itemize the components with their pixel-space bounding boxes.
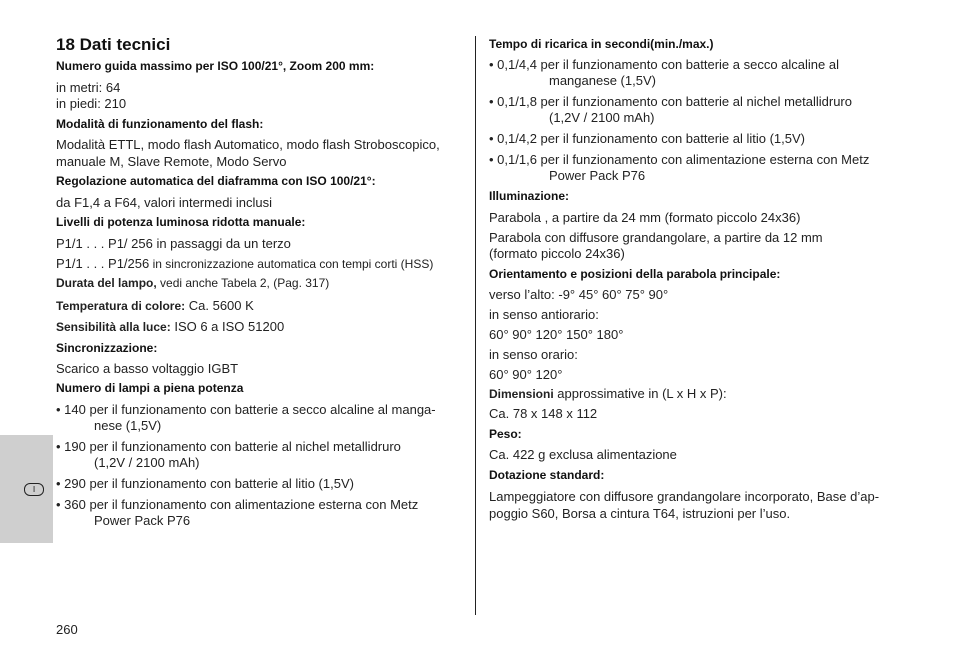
section-title: 18 Dati tecnici [56, 35, 171, 54]
color-temperature [56, 298, 254, 313]
modes-heading: Modalità di funzionamento del flash: [56, 117, 264, 131]
guide-number-heading: Numero guida massimo per ISO 100/21°, Zoom 200 mm: [56, 59, 375, 73]
aperture-heading: Regolazione automatica del diaframma con ISO 100/21°: [56, 174, 376, 188]
orientation-cw-label: in senso orario: [489, 347, 578, 362]
orientation-ccw-label: in senso antiorario: [489, 307, 599, 322]
list-item-continuation: Power Pack P76 [549, 168, 646, 183]
guide-number-piedi: in piedi: 210 [56, 96, 127, 111]
modes-line: Modalità ETTL, modo flash Automatico, modo flash Stroboscopico, [56, 137, 440, 152]
list-item-continuation: Power Pack P76 [94, 513, 191, 528]
modes-line: manuale M, Slave Remote, Modo Servo [56, 154, 287, 169]
flashes-heading: Numero di lampi a piena potenza [56, 381, 244, 395]
list-item: • 360 per il funzionamento con alimentazione esterna con Metz [56, 497, 419, 512]
light-sensitivity [56, 319, 284, 334]
list-item-continuation: nese (1,5V) [94, 418, 162, 433]
duration-text: vedi anche Tabela 2, (Pag. 317) [156, 276, 330, 290]
recharge-heading: Tempo di ricarica in secondi(min./max.) [489, 37, 714, 51]
weight-heading: Peso: [489, 427, 522, 441]
guide-number-metri: in metri: 64 [56, 80, 121, 95]
flash-duration [56, 276, 329, 290]
list-item-continuation: manganese (1,5V) [549, 73, 656, 88]
dimensions-label: Dimensioni [489, 387, 554, 401]
duration-label: Durata del lampo, [56, 276, 157, 290]
illumination-line: Parabola , a partire da 24 mm (formato piccolo 24x36) [489, 210, 801, 225]
aperture-text: da F1,4 a F64, valori intermedi inclusi [56, 195, 273, 210]
temperature-label: Temperatura di colore: [56, 299, 186, 313]
power-heading: Livelli di potenza luminosa ridotta manuale: [56, 215, 306, 229]
equipment-heading: Dotazione standard: [489, 468, 605, 482]
dimensions [489, 386, 727, 401]
orientation-up: verso l’alto: -9° 45° 60° 75° 90° [489, 287, 669, 302]
page-number: 260 [56, 622, 78, 637]
sync-text: Scarico a basso voltaggio IGBT [56, 361, 239, 376]
list-item: • 190 per il funzionamento con batterie al nichel metallidruro [56, 439, 401, 454]
sync-heading: Sincronizzazione: [56, 341, 158, 355]
sensitivity-label: Sensibilità alla luce: [56, 320, 171, 334]
list-item-continuation: (1,2V / 2100 mAh) [549, 110, 655, 125]
equipment-line: Lampeggiatore con diffusore grandangolare incorporato, Base d’ap- [489, 489, 880, 504]
column-divider [475, 36, 476, 615]
orientation-heading: Orientamento e posizioni della parabola principale: [489, 267, 781, 281]
list-item-continuation: (1,2V / 2100 mAh) [94, 455, 200, 470]
orientation-cw-values: 60° 90° 120° [489, 367, 563, 382]
dimensions-text: approssimative in (L x H x P): [553, 386, 727, 401]
list-item: • 290 per il funzionamento con batterie al litio (1,5V) [56, 476, 354, 491]
list-item: • 0,1/1,8 per il funzionamento con batterie al nichel metallidruro [489, 94, 852, 109]
power-line: P1/1 . . . P1/ 256 in passaggi da un terzo [56, 236, 291, 251]
sensitivity-value: ISO 6 a ISO 51200 [170, 319, 285, 334]
power-hss-note: in sincronizzazione automatica con tempi corti (HSS) [149, 257, 434, 271]
list-item: • 0,1/1,6 per il funzionamento con alimentazione esterna con Metz [489, 152, 870, 167]
dimensions-values: Ca. 78 x 148 x 112 [489, 406, 598, 421]
list-item: • 0,1/4,4 per il funzionamento con batterie a secco alcaline al [489, 57, 839, 72]
orientation-ccw-values: 60° 90° 120° 150° 180° [489, 327, 624, 342]
temperature-value: Ca. 5600 K [185, 298, 254, 313]
power-line-hss [56, 256, 433, 271]
illumination-line: (formato piccolo 24x36) [489, 246, 625, 261]
illumination-line: Parabola con diffusore grandangolare, a partire da 12 mm [489, 230, 823, 245]
weight-text: Ca. 422 g exclusa alimentazione [489, 447, 677, 462]
illumination-heading: Illuminazione: [489, 189, 570, 203]
equipment-line: poggio S60, Borsa a cintura T64, istruzioni per l’uso. [489, 506, 791, 521]
language-badge: I [24, 483, 44, 496]
list-item: • 140 per il funzionamento con batterie a secco alcaline al manga- [56, 402, 436, 417]
power-range: P1/1 . . . P1/256 [56, 256, 150, 271]
list-item: • 0,1/4,2 per il funzionamento con batterie al litio (1,5V) [489, 131, 806, 146]
